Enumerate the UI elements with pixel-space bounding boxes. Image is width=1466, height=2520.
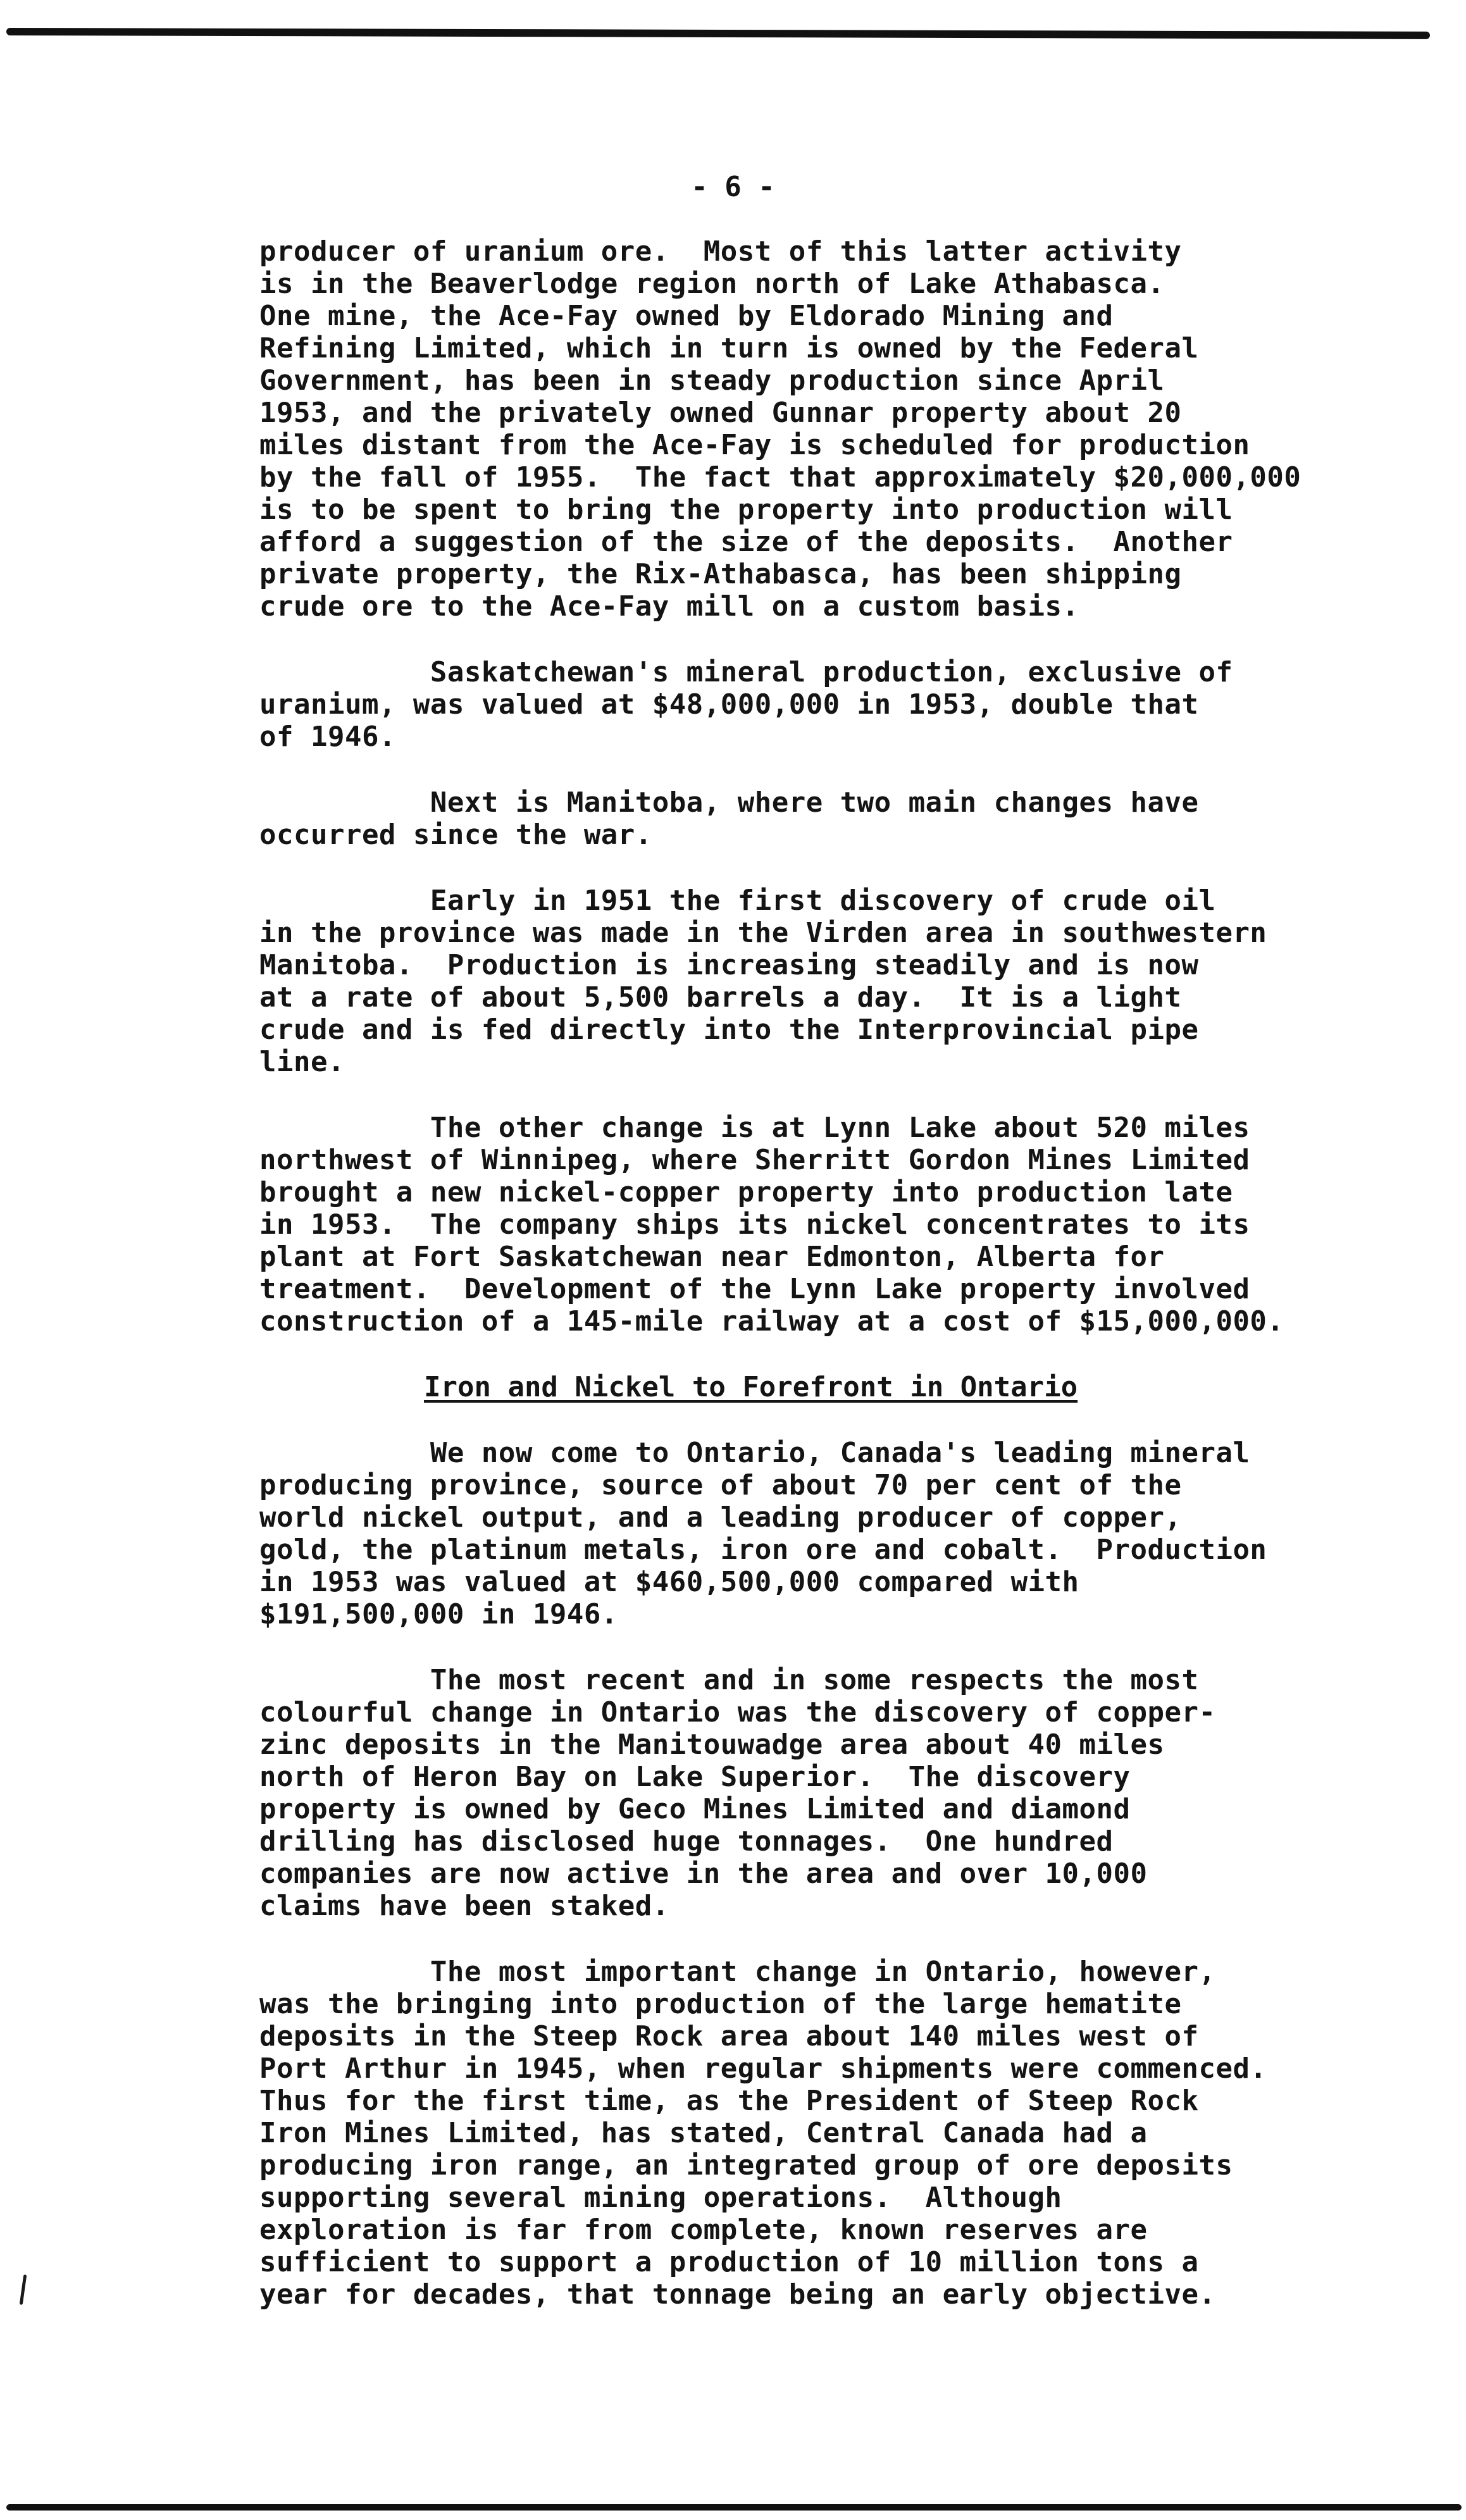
margin-mark [20, 2275, 27, 2305]
paragraph-steep-rock: The most important change in Ontario, however, was the bringing into production of the large hematite deposits in the Steep Rock area about 140 miles west of Port Arthur in 1945, when regular shipments were commenced. Thus for the first time, as the President of Steep Rock Iron Mines Limited, has stated, Central Canada had a producing iron range, an integrated group of ore deposits supporting several mining operations. Although exploration is far from complete, known reserves are sufficient to support a production of 10 million tons a year for decades, that tonnage being an early objective. [259, 1956, 1267, 2311]
paragraph-manitoba-intro: Next is Manitoba, where two main changes have occurred since the war. [259, 786, 1199, 851]
paragraph-uranium: producer of uranium ore. Most of this latter activity is in the Beaverlodge region north of Lake Athabasca. One mine, the Ace-Fay owned by Eldorado Mining and Refining Limited, which in turn is owned by the Federal Government, has been in steady production since April 1953, and the privately owned Gunnar property about 20 miles distant from the Ace-Fay is scheduled for production by the fall of 1955. The fact that approximately $20,000,000 is to be spent to bring the property into production will afford a suggestion of the size of the deposits. Another private property, the Rix-Athabasca, has been shipping crude ore to the Ace-Fay mill on a custom basis. [259, 235, 1301, 623]
bottom-border-rule [6, 2504, 1462, 2511]
page-number: - 6 - [691, 171, 775, 203]
paragraph-saskatchewan-production: Saskatchewan's mineral production, exclusive of uranium, was valued at $48,000,000 in 1953, double that of 1946. [259, 656, 1233, 753]
document-body [259, 235, 1449, 2311]
top-border-rule [6, 28, 1430, 39]
paragraph-ontario-intro: We now come to Ontario, Canada's leading mineral producing province, source of about 70 per cent of the world nickel output, and a leading producer of copper, gold, the platinum metals, iron ore and cobalt. Production in 1953 was valued at $460,500,000 compared with $191,500,000 in 1946. [259, 1437, 1267, 1630]
paragraph-manitouwadge: The most recent and in some respects the most colourful change in Ontario was the discovery of copper- zinc deposits in the Manitouwadge area about 40 miles north of Heron Bay on Lake Superior. The discovery property is owned by Geco Mines Limited and diamond drilling has disclosed huge tonnages. One hundred companies are now active in the area and over 10,000 claims have been staked. [259, 1664, 1216, 1922]
paragraph-manitoba-oil: Early in 1951 the first discovery of crude oil in the province was made in the Virden area in southwestern Manitoba. Production is increasing steadily and is now at a rate of about 5,500 barrels a day. It is a light crude and is fed directly into the Interprovincial pipe line. [259, 884, 1267, 1078]
section-heading: Iron and Nickel to Forefront in Ontario [424, 1371, 1078, 1403]
paragraph-lynn-lake: The other change is at Lynn Lake about 520 miles northwest of Winnipeg, where Sherritt Gordon Mines Limited brought a new nickel-copper property into production late in 1953. The company ships its nickel concentrates to its plant at Fort Saskatchewan near Edmonton, Alberta for treatment. Development of the Lynn Lake property involved construction of a 145-mile railway at a cost of $15,000,000. [259, 1112, 1284, 1338]
